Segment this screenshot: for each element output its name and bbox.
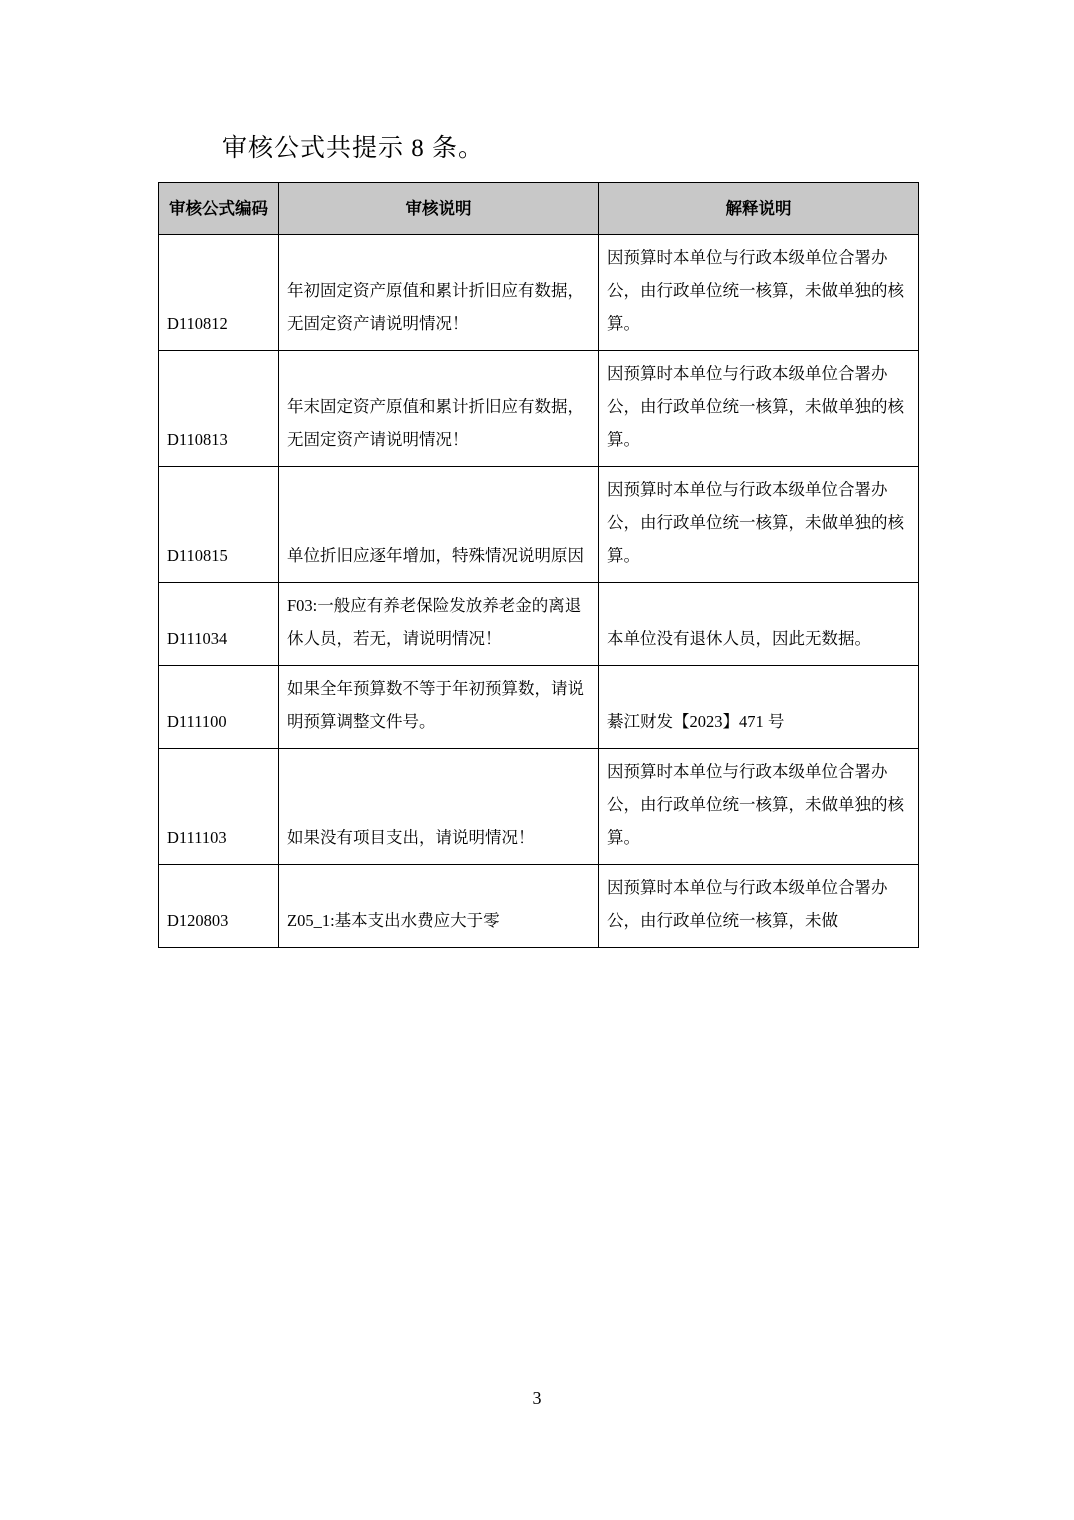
cell-explanation: 因预算时本单位与行政本级单位合署办公，由行政单位统一核算，未做 bbox=[599, 865, 919, 948]
table-row bbox=[159, 467, 919, 583]
cell-description: 单位折旧应逐年增加，特殊情况说明原因 bbox=[279, 467, 599, 583]
table-row bbox=[159, 583, 919, 666]
cell-code: D110812 bbox=[159, 235, 279, 351]
cell-description: 年初固定资产原值和累计折旧应有数据，无固定资产请说明情况！ bbox=[279, 235, 599, 351]
table-header-row bbox=[159, 183, 919, 235]
cell-description: F03:一般应有养老保险发放养老金的离退休人员，若无，请说明情况！ bbox=[279, 583, 599, 666]
column-header-code: 审核公式编码 bbox=[159, 183, 279, 235]
cell-explanation: 綦江财发【2023】471 号 bbox=[599, 666, 919, 749]
cell-explanation: 因预算时本单位与行政本级单位合署办公，由行政单位统一核算，未做单独的核算。 bbox=[599, 749, 919, 865]
cell-explanation: 因预算时本单位与行政本级单位合署办公，由行政单位统一核算，未做单独的核算。 bbox=[599, 351, 919, 467]
cell-description: 如果全年预算数不等于年初预算数，请说明预算调整文件号。 bbox=[279, 666, 599, 749]
cell-code: D111103 bbox=[159, 749, 279, 865]
column-header-explanation: 解释说明 bbox=[599, 183, 919, 235]
cell-explanation: 本单位没有退休人员，因此无数据。 bbox=[599, 583, 919, 666]
cell-description: Z05_1:基本支出水费应大于零 bbox=[279, 865, 599, 948]
cell-code: D120803 bbox=[159, 865, 279, 948]
cell-code: D111034 bbox=[159, 583, 279, 666]
table-row bbox=[159, 351, 919, 467]
cell-description: 年末固定资产原值和累计折旧应有数据，无固定资产请说明情况！ bbox=[279, 351, 599, 467]
table-row bbox=[159, 749, 919, 865]
table-row bbox=[159, 235, 919, 351]
column-header-description: 审核说明 bbox=[279, 183, 599, 235]
table-row bbox=[159, 865, 919, 948]
cell-explanation: 因预算时本单位与行政本级单位合署办公，由行政单位统一核算，未做单独的核算。 bbox=[599, 467, 919, 583]
cell-code: D110813 bbox=[159, 351, 279, 467]
page-title: 审核公式共提示 8 条。 bbox=[222, 135, 485, 162]
cell-explanation: 因预算时本单位与行政本级单位合署办公，由行政单位统一核算，未做单独的核算。 bbox=[599, 235, 919, 351]
audit-formula-table bbox=[158, 182, 919, 948]
cell-code: D110815 bbox=[159, 467, 279, 583]
cell-code: D111100 bbox=[159, 666, 279, 749]
page-number: 3 bbox=[532, 1388, 542, 1408]
table-row bbox=[159, 666, 919, 749]
cell-description: 如果没有项目支出，请说明情况！ bbox=[279, 749, 599, 865]
